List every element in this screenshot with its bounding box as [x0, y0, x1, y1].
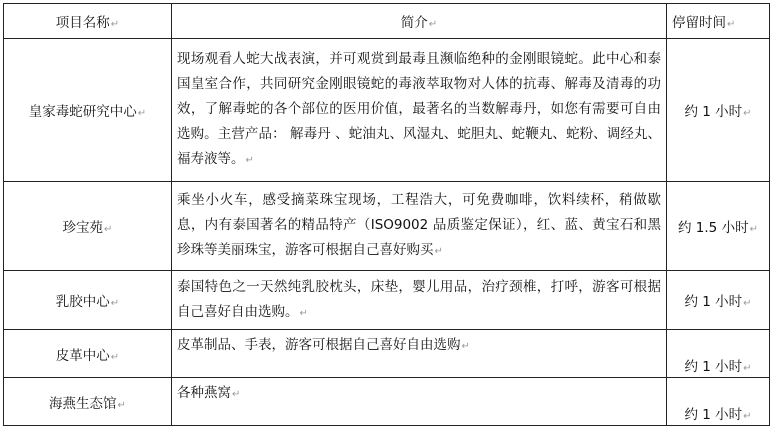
table-row	[4, 330, 770, 378]
row-name: 皮革中心↵	[4, 330, 172, 378]
row-desc: 泰国特色之一天然纯乳胶枕头，床垫，婴儿用品，治疗颈椎，打呼，游客可根据自己喜好自由选购。↵	[172, 271, 667, 330]
table-row	[4, 182, 770, 271]
header-row	[4, 4, 770, 39]
header-time: 停留时间↵	[667, 4, 770, 39]
row-name: 皇家毒蛇研究中心↵	[4, 39, 172, 182]
row-time: 约 1 小时↵	[667, 330, 770, 378]
row-time: 约 1 小时↵	[667, 378, 770, 426]
itinerary-table	[3, 3, 770, 426]
table-row	[4, 271, 770, 330]
row-desc: 现场观看人蛇大战表演，并可观赏到最毒且濒临绝种的金刚眼镜蛇。此中心和泰国皇室合作，共同研究金刚眼镜蛇的毒液萃取物对人体的抗毒、解毒及清毒的功效，了解毒蛇的各个部位的医用价值，最著名的当数解毒丹，如您有需要可自由选购。主营产品： 解毒丹 、蛇油丸、风湿丸、蛇胆丸、蛇鞭丸、蛇粉、调经丸、福寿液等。↵	[172, 39, 667, 182]
row-time: 约 1.5 小时↵	[667, 182, 770, 271]
row-desc: 各种燕窝↵	[172, 378, 667, 426]
row-desc: 乘坐小火车，感受摘菜珠宝现场，工程浩大，可免费咖啡，饮料续杯，稍做歇息，内有泰国著名的精品特产（ISO9002 品质鉴定保证），红、蓝、黄宝石和黑珍珠等美丽珠宝，游客可根据自己喜好购买↵	[172, 182, 667, 271]
row-name: 乳胶中心↵	[4, 271, 172, 330]
row-name: 海燕生态馆↵	[4, 378, 172, 426]
header-desc: 简介↵	[172, 4, 667, 39]
row-desc: 皮革制品、手表，游客可根据自己喜好自由选购↵	[172, 330, 667, 378]
row-name: 珍宝苑↵	[4, 182, 172, 271]
row-time: 约 1 小时↵	[667, 39, 770, 182]
header-name: 项目名称↵	[4, 4, 172, 39]
table-row	[4, 378, 770, 426]
row-time: 约 1 小时↵	[667, 271, 770, 330]
table-row	[4, 39, 770, 182]
